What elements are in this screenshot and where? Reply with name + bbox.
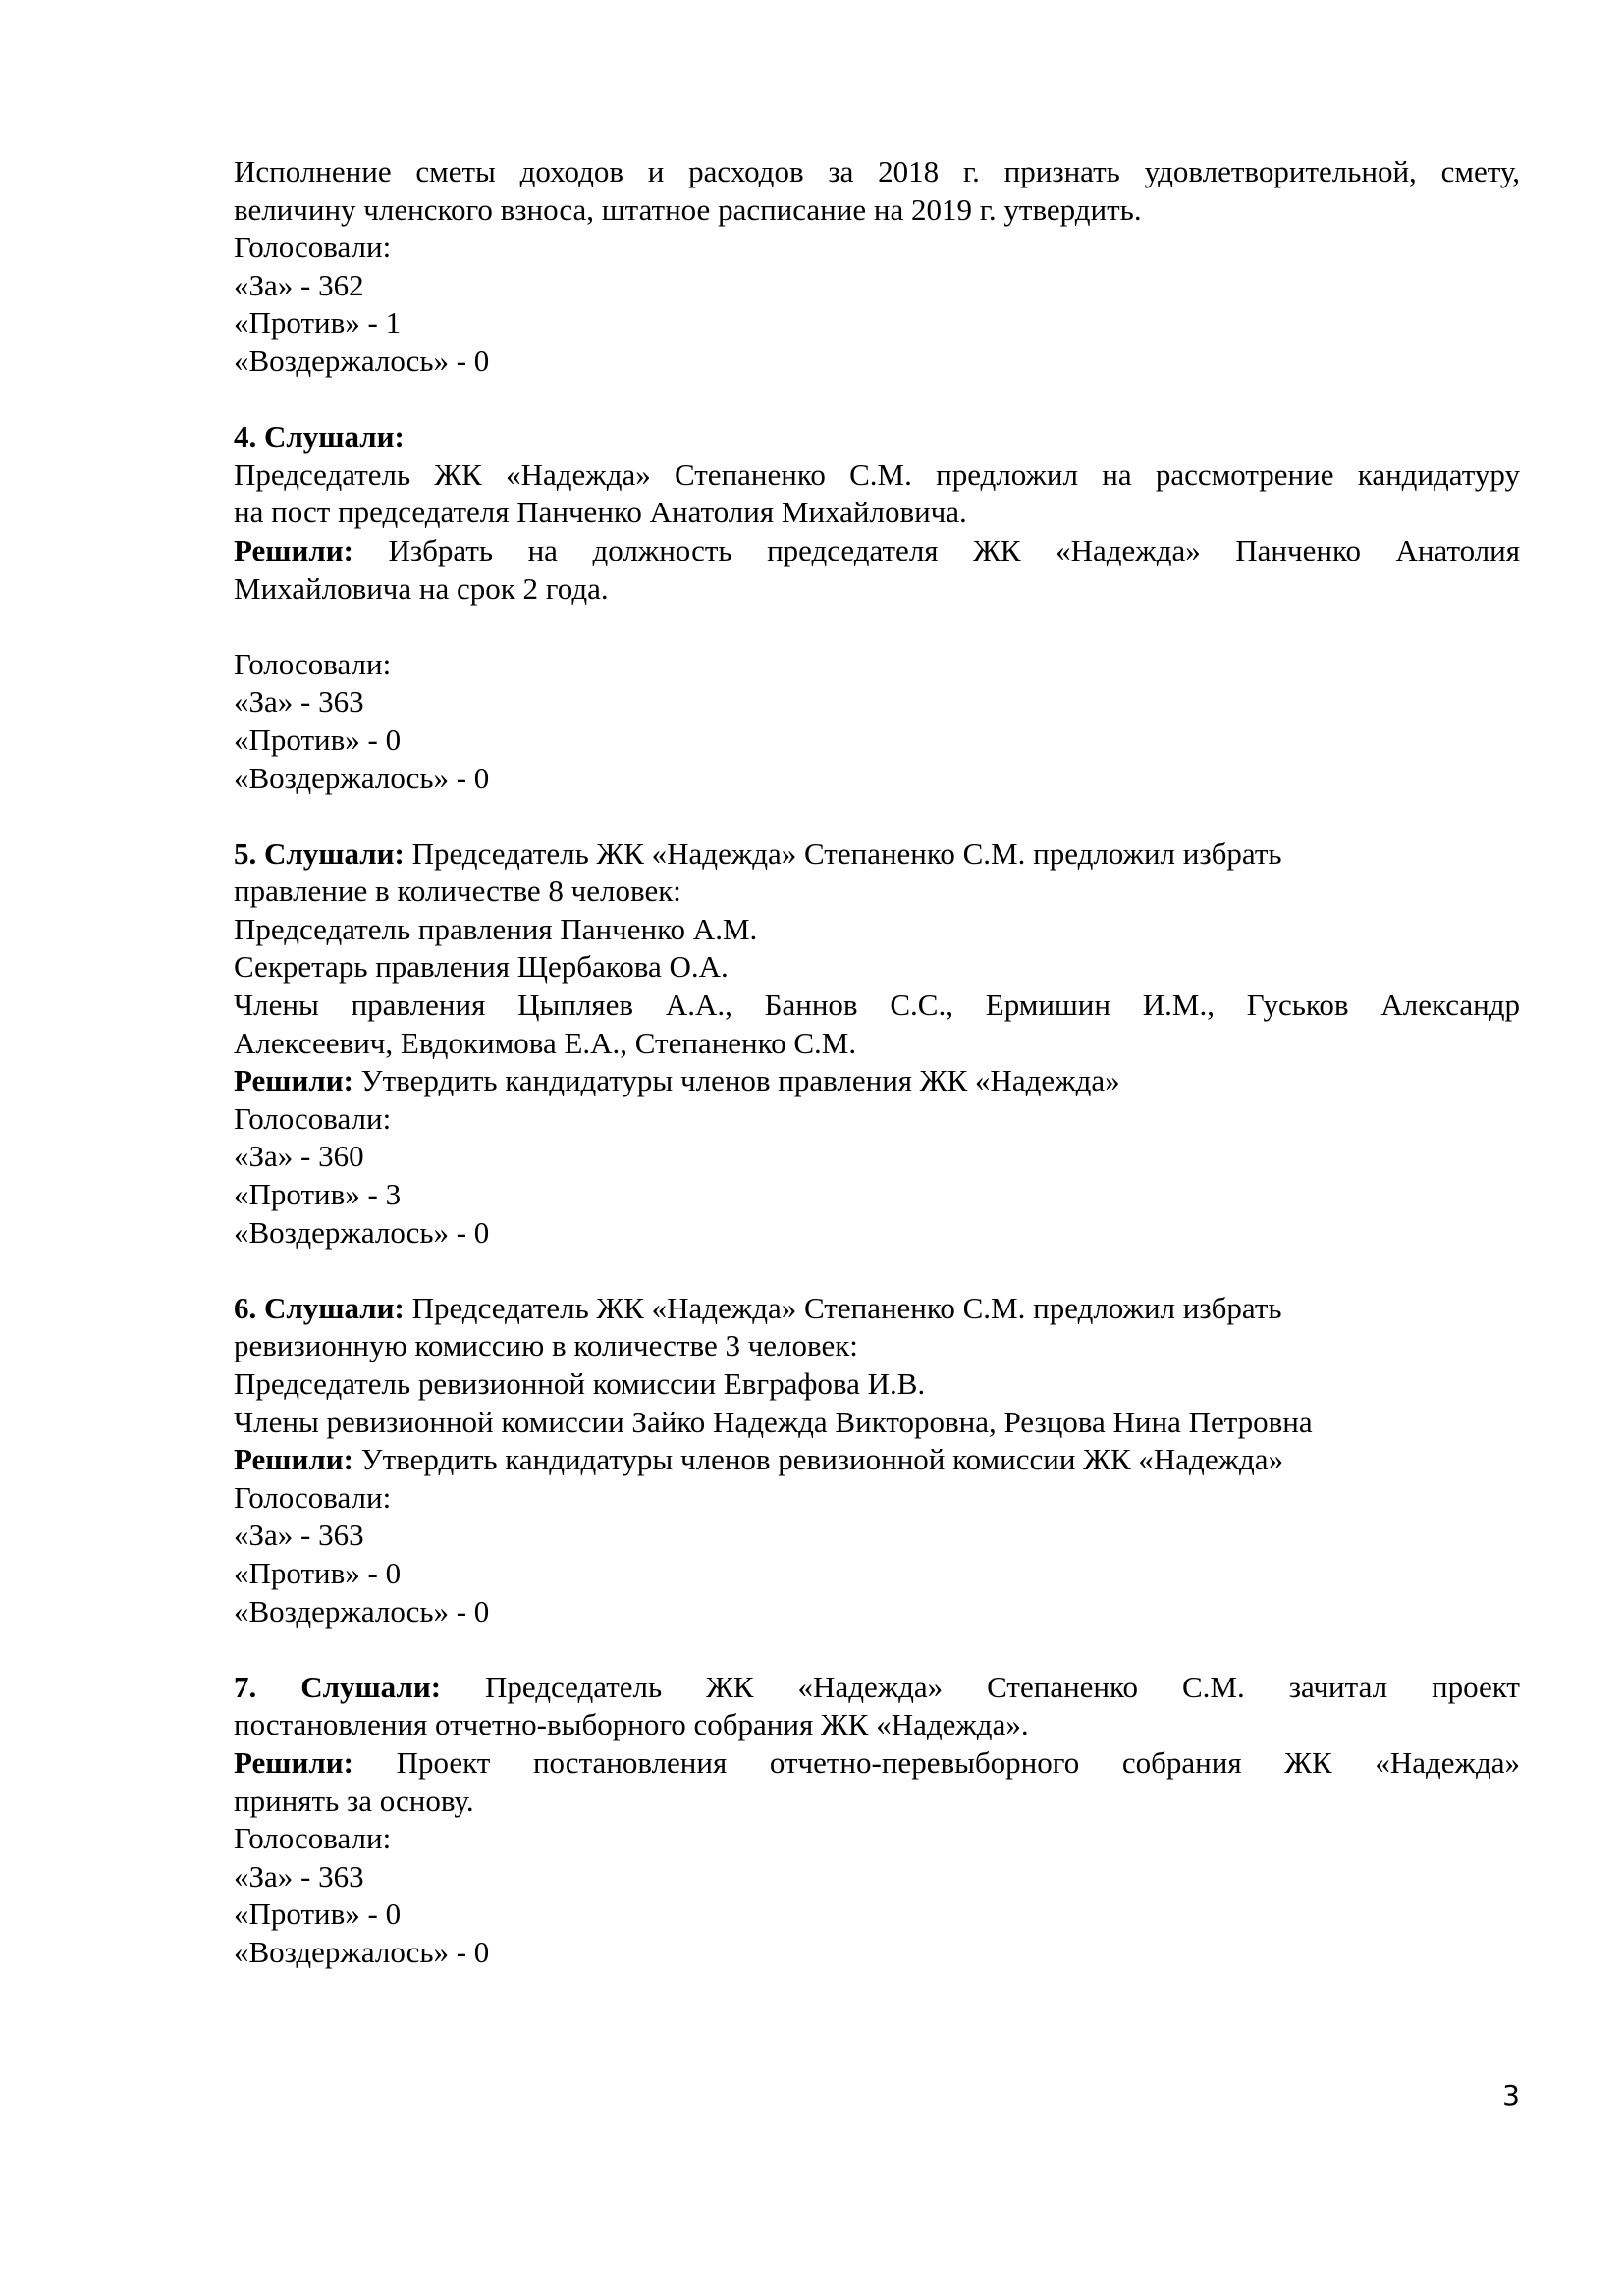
item-7-vote-abstain: «Воздержалось» - 0 bbox=[234, 1934, 490, 1969]
item-4-vote-abstain: «Воздержалось» - 0 bbox=[234, 760, 490, 795]
spacer bbox=[234, 1630, 1520, 1669]
item-5-line-5: Члены правления Цыпляев А.А., Баннов С.С., Ермишин И.М., Гуськов Александр bbox=[234, 988, 1520, 1023]
item-7-line-1: 7. Слушали: Председатель ЖК «Надежда» Степаненко С.М. зачитал проект bbox=[234, 1669, 1520, 1704]
item-7-decision-line-1: Решили: Проект постановления отчетно-перевыборного собрания ЖК «Надежда» bbox=[234, 1744, 1520, 1780]
intro-vote-for: «За» - 362 bbox=[234, 267, 364, 302]
item-6-vote-abstain: «Воздержалось» - 0 bbox=[234, 1593, 490, 1629]
item-4-vote-for: «За» - 363 bbox=[234, 684, 364, 720]
intro-vote-abstain: «Воздержалось» - 0 bbox=[234, 343, 490, 378]
item-7-decision-line-2: принять за основу. bbox=[234, 1783, 474, 1818]
spacer bbox=[234, 608, 1520, 646]
item-7-heading: 7. Слушали: bbox=[234, 1669, 442, 1704]
item-5-line-2: правление в количестве 8 человек: bbox=[234, 874, 681, 909]
item-6-line-2: ревизионную комиссию в количестве 3 человек: bbox=[234, 1328, 858, 1363]
item-4-vote-against: «Против» - 0 bbox=[234, 721, 402, 757]
item-7-votes-label: Голосовали: bbox=[234, 1821, 392, 1856]
item-7-vote-against: «Против» - 0 bbox=[234, 1896, 402, 1932]
item-5-heading: 5. Слушали: bbox=[234, 835, 405, 871]
item-6-decision: Решили: Утвердить кандидатуры членов ревизионной комиссии ЖК «Надежда» bbox=[234, 1442, 1284, 1477]
intro-line-2: величину членского взноса, штатное расписание на 2019 г. утвердить. bbox=[234, 191, 1142, 227]
decided-label: Решили: bbox=[234, 1744, 353, 1780]
item-4-line-1: Председатель ЖК «Надежда» Степаненко С.М. предложил на рассмотрение кандидатуру bbox=[234, 456, 1520, 492]
item-5-decision: Решили: Утвердить кандидатуры членов правления ЖК «Надежда» bbox=[234, 1063, 1120, 1098]
item-4-decision-line-1: Решили: Избрать на должность председателя ЖК «Надежда» Панченко Анатолия bbox=[234, 532, 1520, 567]
intro-line-1: Исполнение сметы доходов и расходов за 2018 г. признать удовлетворительной, смету, bbox=[234, 154, 1520, 188]
item-6-votes-label: Голосовали: bbox=[234, 1479, 392, 1515]
item-4-line-2: на пост председателя Панченко Анатолия Михайловича. bbox=[234, 495, 967, 530]
item-5-vote-for: «За» - 360 bbox=[234, 1139, 364, 1174]
intro-section bbox=[234, 153, 1520, 381]
intro-vote-against: «Против» - 1 bbox=[234, 305, 402, 341]
spacer bbox=[234, 1252, 1520, 1290]
item-6-vote-for: «За» - 363 bbox=[234, 1518, 364, 1553]
item-4-section bbox=[234, 418, 1520, 797]
item-7-line-2: постановления отчетно-выборного собрания ЖК «Надежда». bbox=[234, 1707, 1029, 1742]
decided-label: Решили: bbox=[234, 1063, 353, 1098]
item-6-section bbox=[234, 1290, 1520, 1630]
spacer bbox=[234, 381, 1520, 419]
item-6-line-3: Председатель ревизионной комиссии Евграфова И.В. bbox=[234, 1366, 926, 1401]
item-5-vote-abstain: «Воздержалось» - 0 bbox=[234, 1214, 490, 1250]
item-5-line-1: 5. Слушали: Председатель ЖК «Надежда» Степаненко С.М. предложил избрать bbox=[234, 835, 1282, 871]
item-7-section bbox=[234, 1669, 1520, 1972]
item-5-section bbox=[234, 835, 1520, 1253]
item-6-heading: 6. Слушали: bbox=[234, 1290, 405, 1325]
decided-label: Решили: bbox=[234, 1442, 353, 1477]
item-6-line-1: 6. Слушали: Председатель ЖК «Надежда» Степаненко С.М. предложил избрать bbox=[234, 1290, 1282, 1325]
item-5-line-3: Председатель правления Панченко А.М. bbox=[234, 911, 758, 946]
item-5-votes-label: Голосовали: bbox=[234, 1100, 392, 1136]
item-6-vote-against: «Против» - 0 bbox=[234, 1555, 402, 1590]
item-6-line-4: Члены ревизионной комиссии Зайко Надежда Викторовна, Резцова Нина Петровна bbox=[234, 1404, 1313, 1439]
item-5-vote-against: «Против» - 3 bbox=[234, 1177, 402, 1212]
spacer bbox=[234, 797, 1520, 835]
item-4-decision-line-2: Михайловича на срок 2 года. bbox=[234, 570, 609, 606]
intro-votes-label: Голосовали: bbox=[234, 230, 392, 265]
item-4-heading: 4. Слушали: bbox=[234, 419, 405, 454]
page-number: 3 bbox=[1502, 2079, 1520, 2111]
item-7-vote-for: «За» - 363 bbox=[234, 1858, 364, 1894]
document-page bbox=[234, 153, 1520, 1972]
decided-label: Решили: bbox=[234, 532, 353, 567]
item-5-line-6: Алексеевич, Евдокимова Е.А., Степаненко С.М. bbox=[234, 1025, 857, 1060]
item-5-line-4: Секретарь правления Щербакова О.А. bbox=[234, 949, 729, 985]
item-4-votes-label: Голосовали: bbox=[234, 646, 392, 681]
